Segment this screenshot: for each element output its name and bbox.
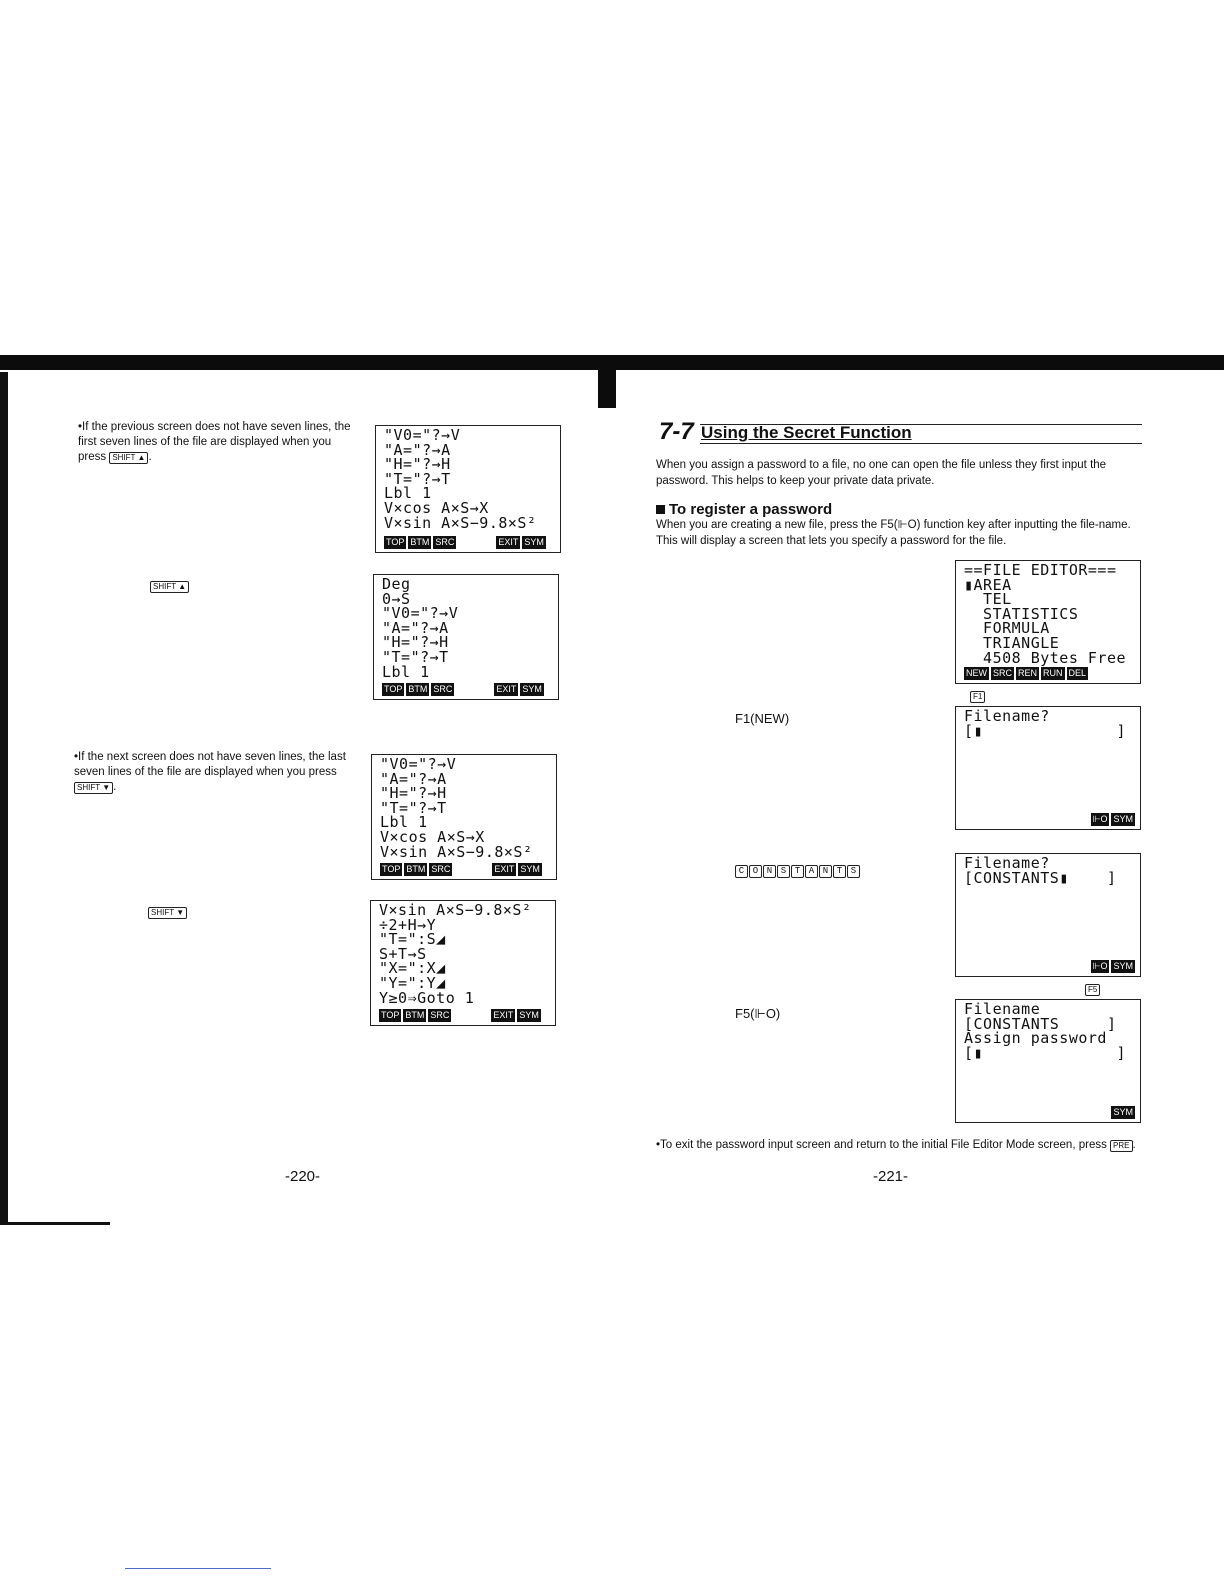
fkey-src: SRC xyxy=(993,668,1013,678)
shift-down-keys: SHIFT ▼ xyxy=(74,782,113,794)
lcd-5-fkeys xyxy=(964,667,1088,680)
fkey-top: TOP xyxy=(386,537,405,547)
fkey-src: SRC xyxy=(431,864,451,874)
fkey-src: SRC xyxy=(430,1010,450,1020)
fkey-btm: BTM xyxy=(408,684,428,694)
key-o: O xyxy=(749,865,762,878)
fkey-src: SRC xyxy=(433,684,453,694)
lcd-screen-4 xyxy=(370,900,556,1026)
key-a: A xyxy=(805,865,818,878)
bottom-left-edge xyxy=(0,1222,110,1225)
fkey-top: TOP xyxy=(382,864,401,874)
subheading xyxy=(656,501,832,518)
key-c: C xyxy=(735,865,748,878)
f5-indicator xyxy=(1085,979,1100,997)
title-rule-bottom xyxy=(700,443,1142,444)
lcd-5-text: ==FILE EDITOR=== ▮AREA TEL STATISTICS FORMULA TRIANGLE 4508 Bytes Free xyxy=(964,561,1127,667)
fkey-sym: SYM xyxy=(1113,814,1133,824)
footnote: •To exit the password input screen and return to the initial File Editor Mode screen, press PRE . xyxy=(656,1139,1136,1151)
shift-down-label xyxy=(148,902,187,920)
key-t2: T xyxy=(833,865,846,878)
fkey-new: NEW xyxy=(966,668,987,678)
f1-new-label: F1(NEW) xyxy=(735,711,790,726)
lcd-screen-1 xyxy=(375,425,561,553)
fkey-exit: EXIT xyxy=(498,537,519,547)
fkey-exit: EXIT xyxy=(493,1010,514,1020)
lcd-1-text: "V0="?→V "A="?→A "H="?→H "T="?→T Lbl 1 V×cos A×S→X V×sin A×S−9.8×S² xyxy=(384,426,537,532)
fkey-btm: BTM xyxy=(405,1010,425,1020)
lcd-2-text: Deg 0→S "V0="?→V "A="?→A "H="?→H "T="?→T Lbl 1 xyxy=(382,575,459,681)
section-number: 7-7 xyxy=(659,418,694,445)
key-n2: N xyxy=(819,865,832,878)
fkey-exit: EXIT xyxy=(496,684,517,694)
fkey-sym: SYM xyxy=(1113,961,1133,971)
fkey-sym: SYM xyxy=(522,684,542,694)
fkey-btm: BTM xyxy=(406,864,426,874)
key-s: S xyxy=(777,865,790,878)
f5-label: F5(⊩O) xyxy=(735,1006,781,1021)
shift-down-keycaps: SHIFT ▼ xyxy=(148,907,187,919)
shift-up-keycaps: SHIFT ▲ xyxy=(150,581,189,593)
bullet-next-screen: •If the next screen does not have seven lines, the last seven lines of the file are displayed when you press SHIFT ▼ . xyxy=(74,751,346,793)
intro-paragraph: When you assign a password to a file, no one can open the file unless they first input the password. This helps to keep your private data private. xyxy=(656,459,1107,487)
bullet-next-text: •If the next screen does not have seven lines, the last seven lines of the file are displayed when you press xyxy=(74,751,346,778)
fkey-password: ⊩O xyxy=(1092,961,1108,971)
pre-key: PRE xyxy=(1110,1140,1132,1152)
fkey-top: TOP xyxy=(384,684,403,694)
lcd-8-text: Filename [CONSTANTS ] Assign password [▮ ] xyxy=(964,1000,1127,1062)
fkey-src: SRC xyxy=(435,537,455,547)
fkey-run: RUN xyxy=(1043,668,1063,678)
fkey-sym: SYM xyxy=(519,1010,539,1020)
left-page-edge xyxy=(0,372,8,1224)
constants-keys xyxy=(735,860,861,878)
page-number-right: -221- xyxy=(873,1168,909,1185)
square-bullet-icon xyxy=(656,505,665,514)
lcd-filename-empty xyxy=(955,706,1141,830)
shift-up-label xyxy=(150,576,189,594)
lcd-4-fkeys xyxy=(379,1009,541,1022)
bullet-previous-screen: •If the previous screen does not have seven lines, the first seven lines of the file are displayed when you press SHIFT ▲ . xyxy=(78,421,351,463)
lcd-6-text: Filename? [▮ ] xyxy=(964,707,1127,740)
fkey-top: TOP xyxy=(381,1010,400,1020)
f5-key-small: F5 xyxy=(1085,984,1100,996)
lcd-8-fkeys xyxy=(1111,1106,1135,1119)
lcd-4-text: V×sin A×S−9.8×S² ÷2+H→Y "T=":S◢ S+T→S "X=":X◢ "Y=":Y◢ Y≥0⇒Goto 1 xyxy=(379,901,532,1007)
lcd-7-text: Filename? [CONSTANTS▮ ] xyxy=(964,854,1117,887)
lcd-assign-password xyxy=(955,999,1141,1123)
lcd-screen-2 xyxy=(373,574,559,700)
lcd-3-text: "V0="?→V "A="?→A "H="?→H "T="?→T Lbl 1 V×cos A×S→X V×sin A×S−9.8×S² xyxy=(380,755,533,861)
lcd-filename-constants xyxy=(955,853,1141,977)
lcd-6-fkeys xyxy=(1091,813,1135,826)
bottom-blue-line xyxy=(125,1568,271,1569)
lcd-2-fkeys xyxy=(382,683,544,696)
lcd-screen-3 xyxy=(371,754,557,880)
spine-shadow xyxy=(598,368,616,408)
key-s2: S xyxy=(847,865,860,878)
fkey-sym: SYM xyxy=(520,864,540,874)
key-n: N xyxy=(763,865,776,878)
key-t: T xyxy=(791,865,804,878)
fkey-del: DEL xyxy=(1068,668,1087,678)
fkey-btm: BTM xyxy=(410,537,430,547)
fkey-sym: SYM xyxy=(524,537,544,547)
register-paragraph: When you are creating a new file, press the F5(⊩O) function key after inputting the file-name. This will display a screen that lets you specify a password for the file. xyxy=(656,519,1131,547)
lcd-7-fkeys xyxy=(1091,960,1135,973)
fkey-sym: SYM xyxy=(1113,1107,1133,1117)
page-number-left: -220- xyxy=(285,1168,321,1185)
f1-key-small: F1 xyxy=(970,691,985,703)
lcd-1-fkeys xyxy=(384,536,546,549)
f1-indicator xyxy=(970,686,985,704)
footnote-text: •To exit the password input screen and return to the initial File Editor Mode screen, press xyxy=(656,1139,1107,1151)
lcd-file-editor xyxy=(955,560,1141,684)
shift-up-keys: SHIFT ▲ xyxy=(109,452,148,464)
fkey-password: ⊩O xyxy=(1092,814,1108,824)
lcd-3-fkeys xyxy=(380,863,542,876)
fkey-exit: EXIT xyxy=(494,864,515,874)
bullet-previous-text: •If the previous screen does not have seven lines, the first seven lines of the file are displayed when you press xyxy=(78,421,351,463)
fkey-ren: REN xyxy=(1018,668,1038,678)
subheading-text: To register a password xyxy=(669,501,833,518)
section-title xyxy=(659,418,912,446)
section-title-text: Using the Secret Function xyxy=(701,423,912,442)
